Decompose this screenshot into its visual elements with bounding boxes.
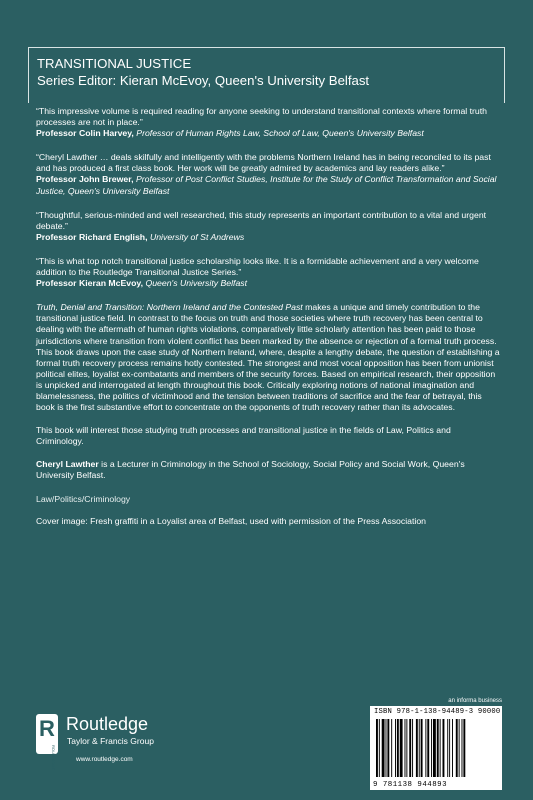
quote-affiliation: Queen's University Belfast: [145, 278, 248, 289]
book-title: Truth, Denial and Transition: Northern Ireland and the Contested Past: [36, 302, 303, 313]
barcode-bar: [459, 719, 460, 777]
publisher-name: Routledge: [66, 714, 149, 734]
quote-attribution: [36, 232, 500, 243]
barcode-bar: [427, 719, 429, 777]
endorsement-quote: [36, 106, 500, 139]
barcode-bar: [425, 719, 426, 777]
barcode-bar: [400, 719, 403, 777]
price-code: 90000: [477, 708, 501, 716]
description-body: makes a unique and timely contribution to the transitional justice field. In contrast to the focus on truth and those societies where truth recovery has been central to dealing with the aftermath of human rights violations, comparatively little scholarly attention has been paid to those jurisdictions where transition from violent conflict has been marked by the absence or rejection of a formal truth process. This book draws upon the case study of Northern Ireland, where, despite a lengthy debate, the question of establishing a formal truth recovery process remains hotly contested. The strongest and most vocal opposition has been from unionist political elites, loyalist ex-combatants and members of the security forces. Based on empirical research, their opposition is unpicked and interrogated at length throughout this book. Critically exploring notions of national imagination and blamelessness, the politics of victimhood and the tension between traditions of sacrifice and the fear of betrayal, this book is the first substantive effort to concentrate on the opponents of truth recovery rather than its advocates.: [36, 302, 500, 413]
barcode-bar: [456, 719, 458, 777]
book-description: [36, 302, 500, 413]
barcode-bar: [397, 719, 399, 777]
quote-attribution: [36, 174, 500, 196]
barcode-bar: [391, 719, 392, 777]
barcode-bar: [437, 719, 439, 777]
series-editor: Series Editor: Kieran McEvoy, Queen's University Belfast: [37, 73, 370, 88]
quote-attribution: [36, 128, 500, 139]
isbn-barcode: [370, 706, 502, 790]
author-name: Cheryl Lawther: [36, 459, 99, 470]
barcode-bar: [387, 719, 389, 777]
publisher-logo: [36, 712, 226, 772]
barcode-bar: [449, 719, 450, 777]
barcode-bar: [405, 719, 406, 777]
barcode-bar: [452, 719, 453, 777]
subject-categories: Law/Politics/Criminology: [36, 493, 131, 504]
informa-tagline: an informa business: [448, 698, 502, 704]
quote-affiliation: Professor of Post Conflict Studies, Institute for the Study of Conflict Transformation and Social Justice, Queen's University Belfast: [36, 174, 497, 196]
publisher-group: Taylor & Francis Group: [67, 736, 154, 746]
series-header: [28, 47, 505, 103]
quote-attribution: [36, 278, 500, 289]
barcode-bar: [431, 719, 432, 777]
barcode-bar: [382, 719, 385, 777]
barcode-number: 9 781138 944893: [373, 781, 448, 789]
quote-author: Professor Kieran McEvoy,: [36, 278, 144, 289]
back-cover-content: [36, 106, 500, 527]
isbn-number: ISBN 978-1-138-94489-3: [374, 708, 474, 716]
barcode-bar: [421, 719, 423, 777]
logo-letter: R: [39, 716, 55, 741]
barcode-bar: [395, 719, 396, 777]
endorsement-quote: [36, 256, 500, 289]
isbn-label: [374, 708, 500, 716]
quote-author: Professor John Brewer,: [36, 174, 134, 185]
author-bio-text: is a Lecturer in Criminology in the School of Sociology, Social Policy and Social Work, Queen's University Belfast.: [36, 459, 465, 481]
barcode-bar: [412, 719, 413, 777]
quote-text: “This is what top notch transitional justice scholarship looks like. It is a formidable achievement and a very welcome addition to the Routledge Transitional Justice Series.”: [36, 255, 479, 278]
barcode-bar: [386, 719, 387, 777]
barcode-bar: [419, 719, 420, 777]
quote-author: Professor Richard English,: [36, 231, 148, 242]
quote-affiliation: University of St Andrews: [149, 231, 245, 242]
barcode-bar: [463, 719, 465, 777]
quote-text: “Thoughtful, serious-minded and well researched, this study represents an important contribution to a vital and urgent debate.”: [36, 209, 487, 231]
barcode-bar: [433, 719, 436, 777]
barcode-bar: [416, 719, 418, 777]
cover-image-credit: Cover image: Fresh graffiti in a Loyalist area of Belfast, used with permission of the Press Association: [36, 515, 426, 526]
logo-strip-text: ROUTLEDGE: [51, 745, 56, 770]
quote-author: Professor Colin Harvey,: [36, 128, 134, 139]
publisher-website: www.routledge.com: [76, 756, 133, 763]
barcode-bar: [409, 719, 411, 777]
barcode-bar: [462, 719, 463, 777]
endorsement-quote: [36, 210, 500, 243]
series-title: TRANSITIONAL JUSTICE: [37, 56, 192, 71]
barcode-area: [370, 698, 502, 790]
quote-affiliation: Professor of Human Rights Law, School of Law, Queen's University Belfast: [136, 128, 424, 139]
routledge-logo-icon: [36, 714, 58, 770]
quote-text: “Cheryl Lawther … deals skilfully and intelligently with the problems Northern Ireland has in being reconciled to its past and has produced a first class book. Her work will be greatly admired by academics and lay readers alike.”: [36, 152, 491, 174]
quote-text: “This impressive volume is required reading for anyone seeking to understand transitional contexts where formal truth processes are not in place.”: [36, 106, 488, 128]
barcode-bar: [440, 719, 441, 777]
barcode-bar: [443, 719, 445, 777]
barcode-bar: [379, 719, 380, 777]
barcode-icon: [376, 719, 496, 777]
author-bio: [36, 459, 500, 481]
audience-statement: This book will interest those studying truth processes and transitional justice in the fields of Law, Politics and Criminology.: [36, 425, 451, 447]
barcode-bar: [447, 719, 448, 777]
barcode-bar: [376, 719, 378, 777]
endorsement-quote: [36, 152, 500, 196]
barcode-bar: [406, 719, 407, 777]
